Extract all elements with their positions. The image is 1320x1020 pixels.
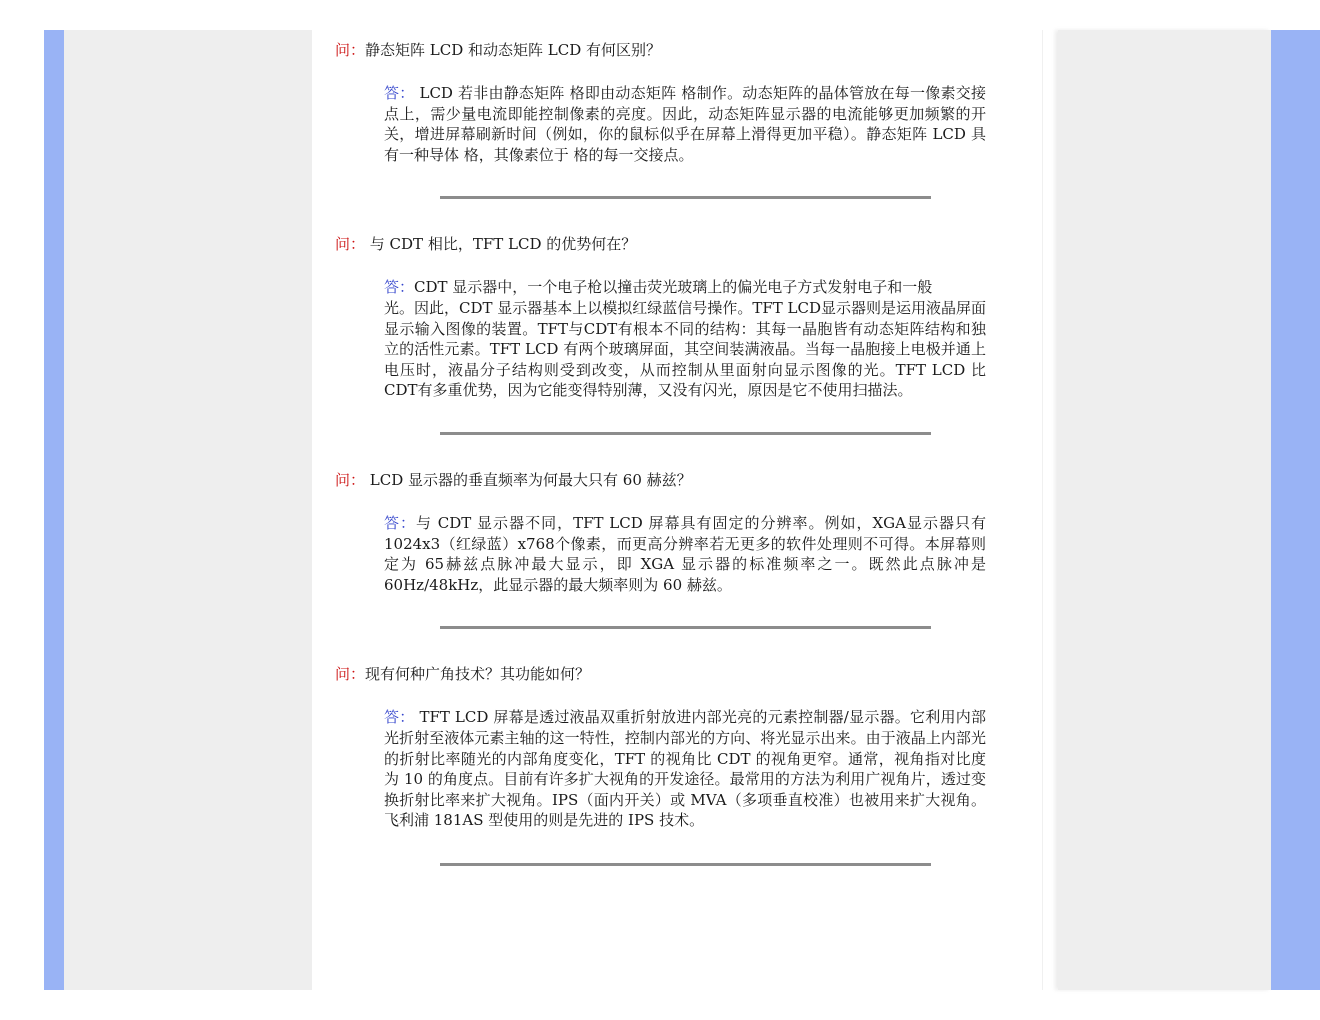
answer-paragraph — [384, 277, 986, 298]
faq-item — [335, 663, 995, 866]
answer-text: CDT 显示器中，一个电子枪以撞击荧光玻璃上的偏光电子方式发射电子和一般 — [414, 278, 933, 297]
answer — [384, 513, 986, 595]
answer-paragraph — [384, 298, 986, 401]
divider — [440, 863, 931, 866]
question-label: 问： — [335, 665, 366, 684]
divider — [440, 432, 931, 435]
left-gray-panel — [64, 30, 312, 990]
faq-content — [335, 39, 995, 866]
answer-label: 答： — [384, 84, 415, 102]
answer-text: 与 CDT 显示器不同，TFT LCD 屏幕具有固定的分辨率。例如，XGA显示器只有1024x3（红绿蓝）x768个像素，而更高分辨率若无更多的软件处理则不可得。本屏幕则定为 65赫兹点脉冲最大显示，即 XGA 显示器的标准频率之一。既然此点脉冲是 60Hz/48kHz，此显示器的最大频率则为 60 赫兹。 — [384, 513, 986, 594]
right-gray-panel — [1058, 30, 1271, 990]
question-text: LCD 显示器的垂直频率为何最大只有 60 赫兹？ — [365, 470, 692, 489]
left-blue-margin — [44, 30, 64, 990]
answer — [384, 83, 986, 165]
answer-paragraph — [384, 83, 986, 165]
question-label: 问： — [335, 470, 366, 489]
faq-item — [335, 469, 995, 629]
answer-label: 答： — [384, 708, 415, 727]
divider — [440, 626, 931, 629]
answer-paragraph — [384, 707, 986, 831]
content-edge — [1042, 30, 1043, 990]
question-text: 现有何种广角技术？其功能如何？ — [365, 665, 591, 684]
question-text: 与 CDT 相比，TFT LCD 的优势何在？ — [365, 235, 637, 254]
question — [335, 39, 995, 61]
question-label: 问： — [335, 41, 366, 59]
answer-text: 光。因此，CDT 显示器基本上以模拟红绿蓝信号操作。TFT LCD显示器则是运用液晶屏面显示输入图像的装置。TFT与CDT有根本不同的结构：其每一晶胞皆有动态矩阵结构和独立的活性元素。TFT LCD 有两个玻璃屏面，其空间装满液晶。当每一晶胞接上电极并通上电压时，液晶分子结构则受到改变，从而控制从里面射向显示图像的光。TFT LCD 比 CDT有多重优势，因为它能变得特别薄，又没有闪光，原因是它不使用扫描法。 — [384, 298, 986, 400]
question-text: 静态矩阵 LCD 和动态矩阵 LCD 有何区别？ — [365, 41, 662, 59]
question — [335, 663, 995, 685]
faq-item — [335, 39, 995, 199]
answer-text: LCD 若非由静态矩阵 格即由动态矩阵 格制作。动态矩阵的晶体管放在每一像素交接点上，需少量电流即能控制像素的亮度。因此，动态矩阵显示器的电流能够更加频繁的开关，增进屏幕刷新时间（例如，你的鼠标似乎在屏幕上滑得更加平稳）。静态矩阵 LCD 具有一种导体 格，其像素位于 格的每一交接点。 — [384, 84, 986, 164]
answer — [384, 277, 986, 401]
answer-label: 答： — [384, 513, 417, 532]
divider — [440, 196, 931, 199]
answer-paragraph — [384, 513, 986, 595]
question-label: 问： — [335, 235, 366, 254]
answer-label: 答： — [384, 278, 415, 297]
question — [335, 233, 995, 255]
answer — [384, 707, 986, 831]
faq-item — [335, 233, 995, 435]
answer-text: TFT LCD 屏幕是透过液晶双重折射放进内部光亮的元素控制器/显示器。它利用内部光折射至液体元素主轴的这一特性，控制内部光的方向、将光显示出来。由于液晶上内部光的折射比率随光的内部角度变化，TFT 的视角比 CDT 的视角更窄。通常，视角指对比度为 10 的角度点。目前有许多扩大视角的开发途径。最常用的方法为利用广视角片，透过变换折射比率来扩大视角。IPS（面内开关）或 MVA（多项垂直校准）也被用来扩大视角。飞利浦 181AS 型使用的则是先进的 IPS 技术。 — [384, 708, 986, 830]
right-blue-margin — [1271, 30, 1320, 990]
question — [335, 469, 995, 491]
